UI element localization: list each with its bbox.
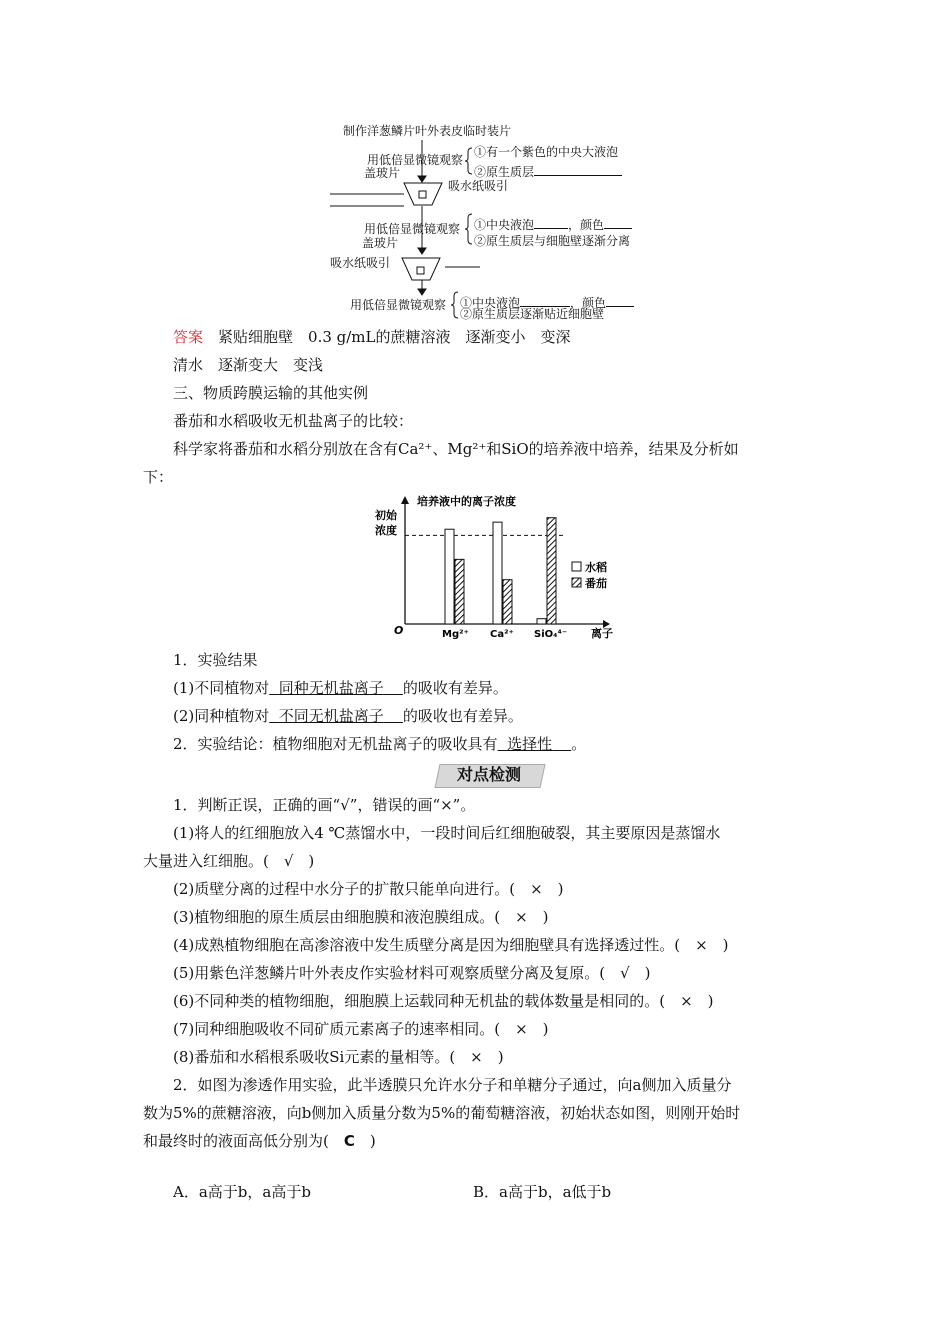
flow-obs3-item1: ①中央液泡 ，颜色 (460, 292, 634, 310)
q2-line2: 数为5%的蔗糖溶液，向b侧加入质量分数为5%的葡萄糖溶液，初始状态如图，则刚开始时 (143, 1104, 741, 1122)
q1-item-2: (2)质壁分离的过程中水分子的扩散只能单向进行。( × ) (173, 880, 564, 898)
flow-obs3: 用低倍显微镜观察 (350, 298, 447, 312)
flow-obs2-item1: ①中央液泡 ，颜色 (474, 214, 632, 232)
q1-item-1: (1)将人的红细胞放入4 ℃蒸馏水中，一段时间后红细胞破裂，其主要原因是蒸馏水 (173, 824, 721, 842)
q1-item-4: (4)成熟植物细胞在高渗溶液中发生质壁分离是因为细胞壁具有选择透过性。( × ) (173, 936, 729, 954)
q1-item-8: (8)番茄和水稻根系吸收Si元素的量相等。( × ) (173, 1048, 504, 1066)
legend-swatch-1 (572, 578, 581, 587)
result-1: (1)不同植物对 同种无机盐离子 的吸收有差异。 (173, 679, 508, 697)
q2-option-b: B．a高于b，a低于b (473, 1183, 612, 1201)
results-title: 1．实验结果 (173, 651, 258, 669)
flow-obs2: 用低倍显微镜观察 (364, 222, 461, 236)
q2-answer: C (343, 1132, 355, 1150)
flow-obs1: 用低倍显微镜观察 (367, 153, 464, 167)
y-label-bottom: 浓度 (375, 524, 397, 537)
x-label: 离子 (591, 627, 613, 640)
q1-item-7: (7)同种细胞吸收不同矿质元素离子的速率相同。( × ) (173, 1020, 549, 1038)
x-tick-0: Mg²⁺ (442, 629, 469, 640)
y-axis-arrow (401, 496, 409, 504)
bar-rice-1 (493, 522, 502, 624)
q1-stem: 1．判断正误，正确的画“√”，错误的画“×”。 (173, 796, 476, 814)
intro-line1: 科学家将番茄和水稻分别放在含有Ca²⁺、Mg²⁺和SiO的培养液中培养，结果及分析如 (173, 440, 739, 458)
section-subheading: 番茄和水稻吸收无机盐离子的比较： (173, 412, 414, 430)
q1-item-3: (3)植物细胞的原生质层由细胞膜和液泡膜组成。( × ) (173, 908, 549, 926)
flow-obs2-item2: ②原生质层与细胞壁逐渐分离 (474, 234, 631, 248)
legend-label-1: 番茄 (585, 577, 607, 590)
flow-coverslip2: 盖玻片 (362, 236, 399, 250)
flow-absorb1: 吸水纸吸引 (448, 179, 509, 193)
flow-coverslip1: 盖玻片 (364, 166, 401, 180)
bar-tomato-1 (503, 580, 512, 624)
q2-line3: 和最终时的液面高低分别为( C ) (143, 1132, 376, 1150)
flow-absorb2: 吸水纸吸引 (330, 256, 391, 270)
flow-obs1-item1: ①有一个紫色的中央大液泡 (474, 145, 619, 159)
y-label-top: 初始 (375, 509, 397, 522)
origin-label: O (394, 624, 404, 637)
ion-concentration-chart (365, 492, 665, 642)
bar-tomato-0 (455, 559, 464, 624)
section-heading: 三、物质跨膜运输的其他实例 (173, 384, 369, 402)
flow-obs3-item2: ②原生质层逐渐贴近细胞壁 (460, 307, 605, 321)
section-banner: 对点检测 (456, 765, 521, 784)
answer-label: 答案 (173, 328, 204, 346)
chart-title: 培养液中的离子浓度 (417, 495, 516, 508)
q1-item-1-cont: 大量进入红细胞。( √ ) (143, 852, 315, 870)
intro-line2: 下： (143, 468, 174, 486)
answer-line2: 清水 逐渐变大 变浅 (173, 356, 324, 374)
bar-tomato-2 (547, 518, 556, 624)
q2-option-a: A．a高于b，a高于b (173, 1183, 311, 1201)
q1-item-6: (6)不同种类的植物细胞，细胞膜上运载同种无机盐的载体数量是相同的。( × ) (173, 992, 714, 1010)
flow-step1: 制作洋葱鳞片叶外表皮临时装片 (343, 124, 512, 138)
q2-line1: 2．如图为渗透作用实验，此半透膜只允许水分子和单糖分子通过，向a侧加入质量分 (173, 1076, 732, 1094)
conclusion: 2．实验结论：植物细胞对无机盐离子的吸收具有 选择性 。 (173, 735, 587, 753)
q1-item-5: (5)用紫色洋葱鳞片叶外表皮作实验材料可观察质壁分离及复原。( √ ) (173, 964, 651, 982)
result-2: (2)同种植物对 不同无机盐离子 的吸收也有差异。 (173, 707, 523, 725)
bar-rice-0 (445, 529, 454, 624)
legend-swatch-0 (572, 562, 581, 571)
x-tick-1: Ca²⁺ (490, 629, 514, 640)
flow-obs1-item2: ②原生质层 (474, 161, 622, 179)
legend-label-0: 水稻 (585, 561, 607, 574)
bar-rice-2 (537, 619, 546, 624)
x-tick-2: SiO₄⁴⁻ (534, 629, 568, 640)
answer-line1: 答案 紧贴细胞壁 0.3 g/mL的蔗糖溶液 逐渐变小 变深 (173, 328, 571, 346)
